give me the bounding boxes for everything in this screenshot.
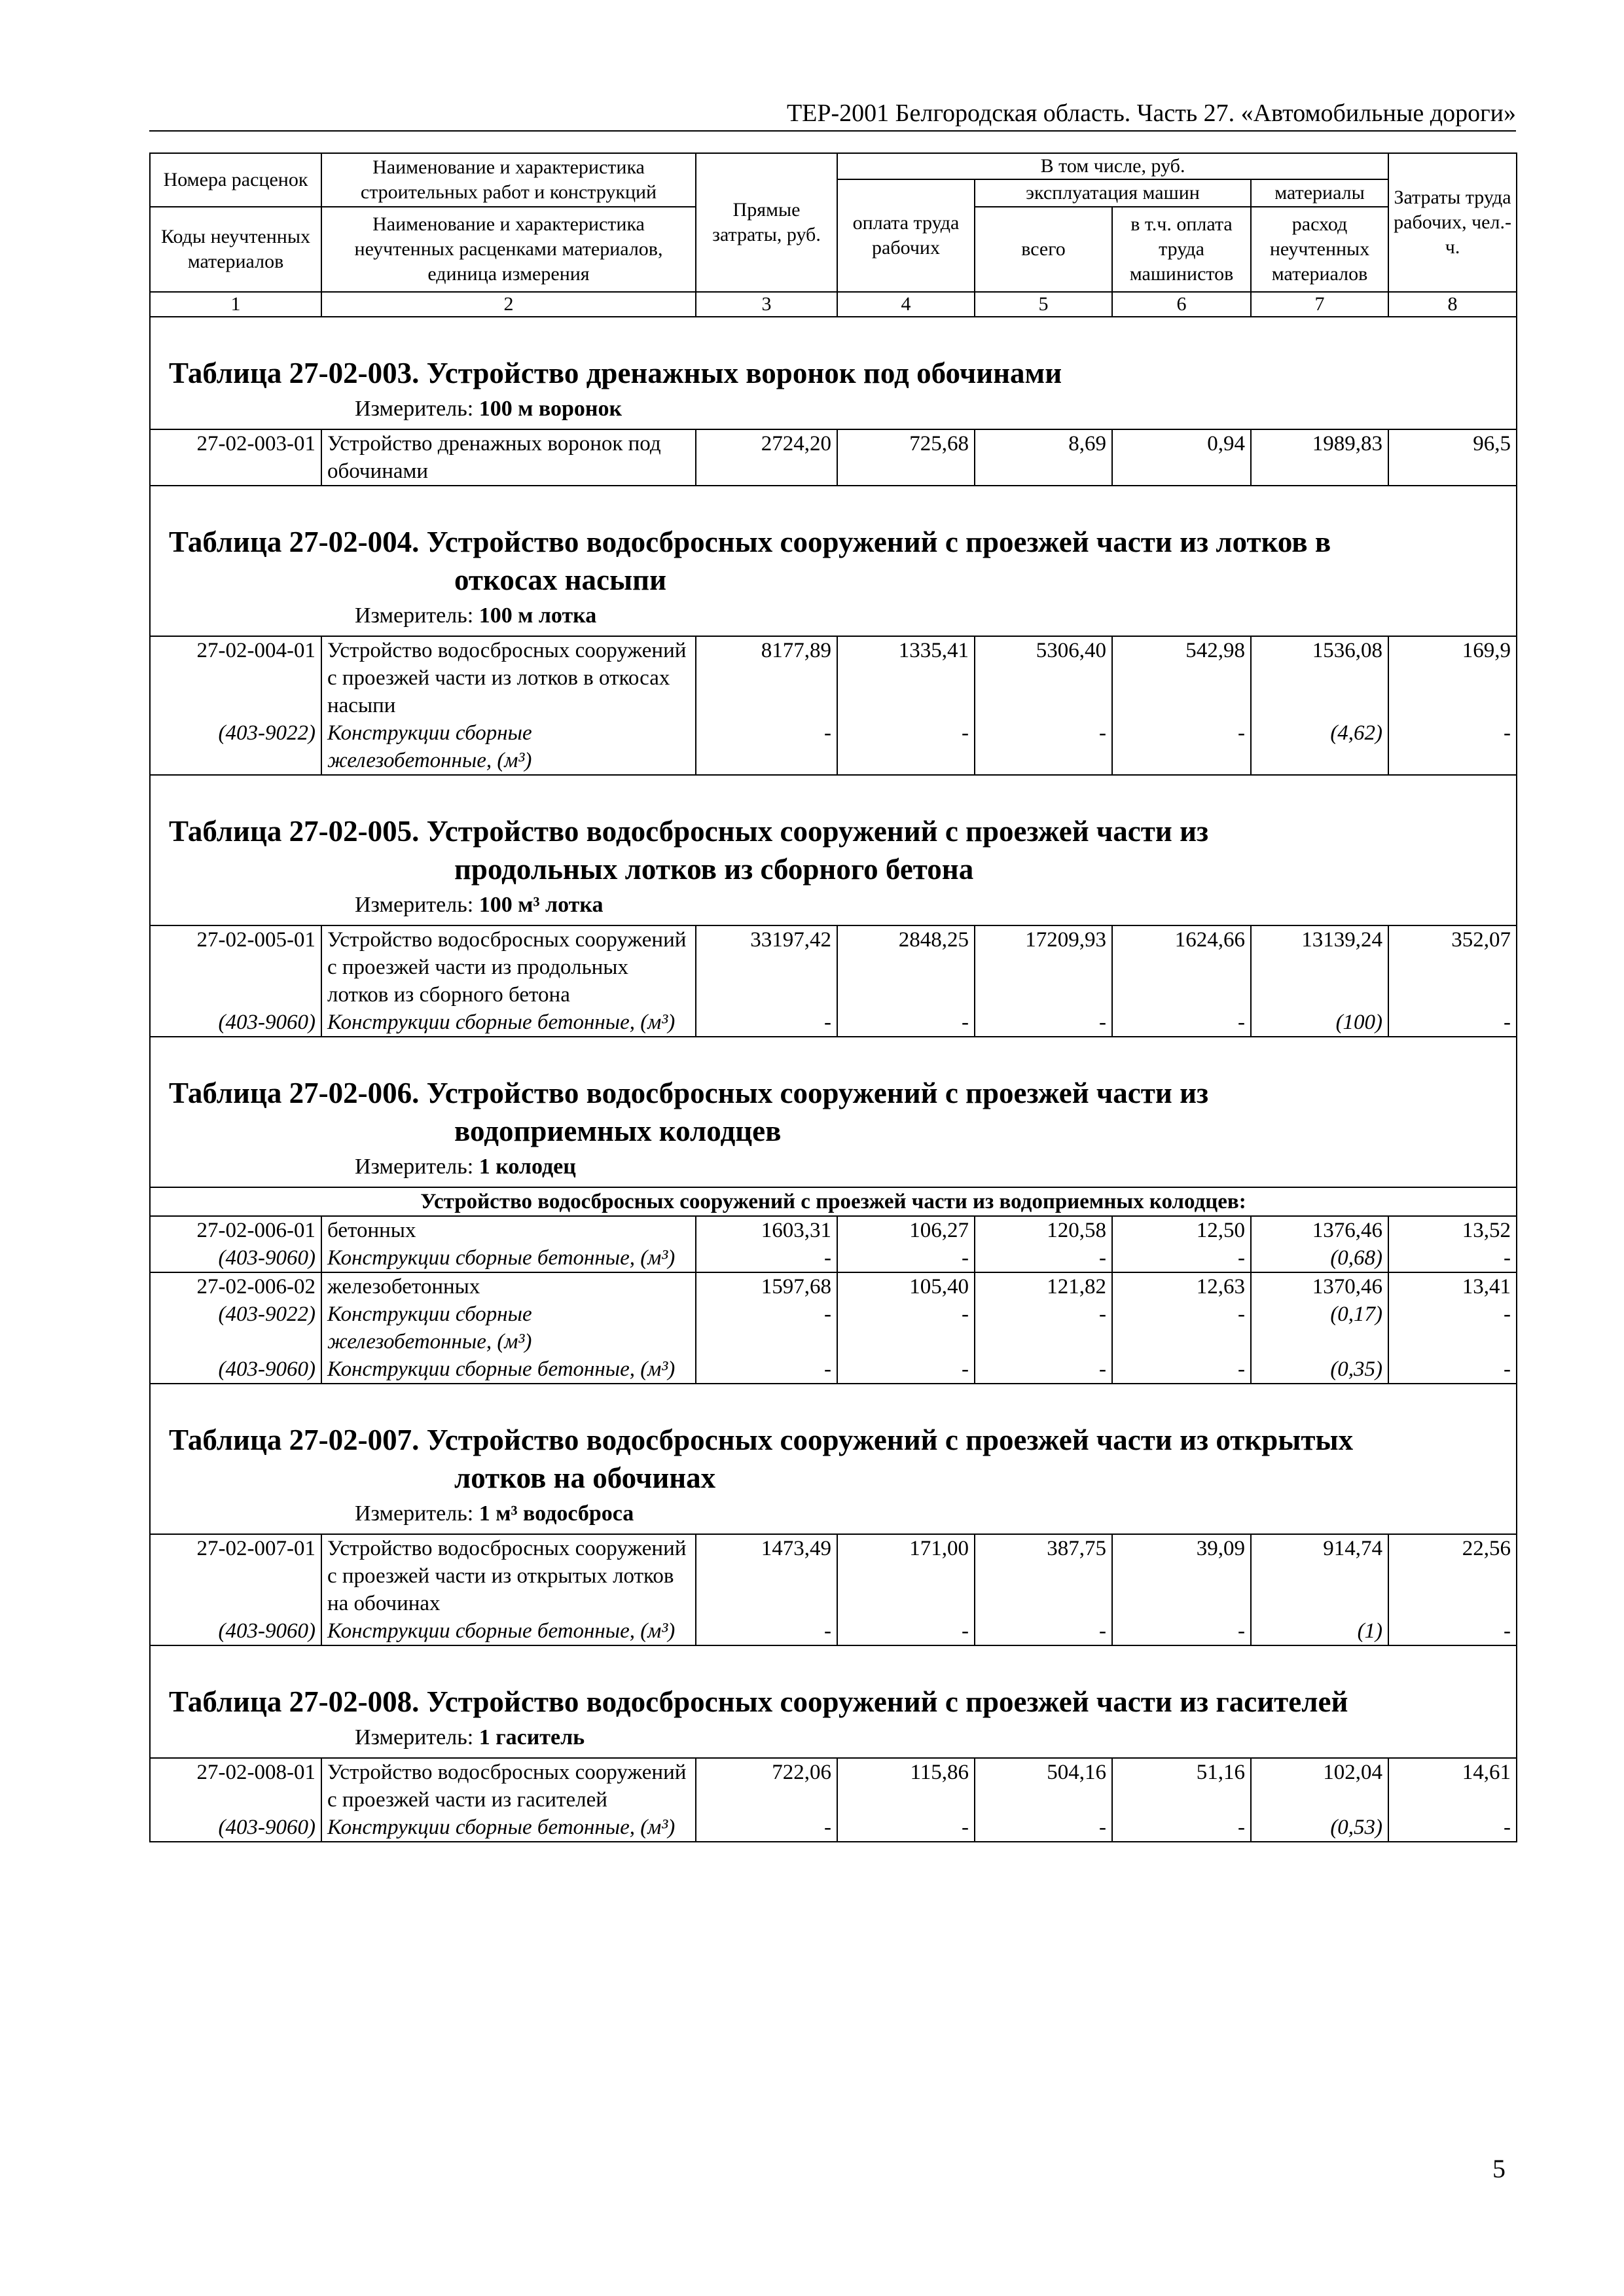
row-value-v3: 33197,42 — [696, 925, 837, 1009]
row-code: 27-02-006-02 — [150, 1272, 321, 1300]
row-value-v6: 12,50 — [1112, 1216, 1251, 1244]
table-title-block — [151, 486, 1516, 636]
row-value-v8: - — [1388, 1009, 1517, 1037]
incl-header: В том числе, руб. — [837, 153, 1388, 179]
page-number: 5 — [1492, 2154, 1506, 2183]
row-value-v6: 542,98 — [1112, 636, 1251, 719]
row-value-v3: 1597,68 — [696, 1272, 837, 1300]
row-name: Конструкции сборные бетонные, (м³) — [321, 1009, 696, 1037]
row-value-v3: - — [696, 1300, 837, 1355]
row-value-v8: 352,07 — [1388, 925, 1517, 1009]
table-title — [169, 1421, 1516, 1497]
row-value-v8: 13,41 — [1388, 1272, 1517, 1300]
material-row — [150, 1355, 1517, 1384]
table-title-text: Таблица 27-02-004. Устройство водосбросных сооружений с проезжей части из лотков в — [169, 526, 1331, 558]
row-value-v3: - — [696, 719, 837, 775]
row-value-v5: - — [975, 1300, 1112, 1355]
row-value-v7: (100) — [1251, 1009, 1388, 1037]
row-value-v4: - — [837, 1355, 975, 1384]
row-name: Конструкции сборные бетонные, (м³) — [321, 1355, 696, 1384]
row-code: 27-02-008-01 — [150, 1758, 321, 1814]
price-table — [149, 152, 1517, 1842]
col1-top-header: Номера расценок — [150, 153, 321, 207]
col1-bottom-header: Коды неучтенных материалов — [150, 207, 321, 292]
table-title-continuation: продольных лотков из сборного бетона — [454, 853, 974, 886]
row-value-v3: 1603,31 — [696, 1216, 837, 1244]
row-name: Конструкции сборные железобетонные, (м³) — [321, 1300, 696, 1355]
row-value-v7: (0,35) — [1251, 1355, 1388, 1384]
rate-row — [150, 1216, 1517, 1244]
row-value-v4: - — [837, 1009, 975, 1037]
group-row — [150, 1187, 1517, 1216]
row-name: железобетонных — [321, 1272, 696, 1300]
row-name: Конструкции сборные бетонные, (м³) — [321, 1617, 696, 1645]
row-value-v6: 51,16 — [1112, 1758, 1251, 1814]
row-value-v4: - — [837, 1814, 975, 1842]
row-value-v6: 39,09 — [1112, 1534, 1251, 1617]
table-measure — [169, 1499, 1516, 1528]
row-value-v7: (1) — [1251, 1617, 1388, 1645]
row-code: 27-02-006-01 — [150, 1216, 321, 1244]
table-title-row — [150, 1645, 1517, 1758]
material-row — [150, 1009, 1517, 1037]
table-title-cell — [150, 775, 1517, 925]
col3-header: Прямые затраты, руб. — [696, 153, 837, 292]
row-value-v6: - — [1112, 1617, 1251, 1645]
row-value-v8: - — [1388, 1355, 1517, 1384]
measure-value: 1 гаситель — [478, 1725, 585, 1749]
col-num-6: 6 — [1112, 292, 1251, 317]
row-value-v3: 8177,89 — [696, 636, 837, 719]
rate-row — [150, 1272, 1517, 1300]
row-value-v7: (4,62) — [1251, 719, 1388, 775]
col5-header: всего — [975, 207, 1112, 292]
table-title-block — [151, 776, 1516, 925]
row-value-v5: - — [975, 1814, 1112, 1842]
row-value-v4: - — [837, 1617, 975, 1645]
row-value-v3: - — [696, 1244, 837, 1272]
row-name: Устройство водосбросных сооружений с проезжей части из продольных лотков из сборного бетона — [321, 925, 696, 1009]
column-number-row — [150, 292, 1517, 317]
row-value-v6: - — [1112, 1300, 1251, 1355]
material-row — [150, 1300, 1517, 1355]
material-row — [150, 1814, 1517, 1842]
rate-row — [150, 1758, 1517, 1814]
row-value-v6: - — [1112, 719, 1251, 775]
header-rule — [149, 130, 1516, 132]
table-title — [169, 523, 1516, 599]
row-value-v7: 1989,83 — [1251, 429, 1388, 486]
col-num-2: 2 — [321, 292, 696, 317]
row-value-v4: 725,68 — [837, 429, 975, 486]
table-title-row — [150, 317, 1517, 429]
row-code: 27-02-007-01 — [150, 1534, 321, 1617]
table-title-row — [150, 1384, 1517, 1534]
row-value-v6: 12,63 — [1112, 1272, 1251, 1300]
row-code: (403-9060) — [150, 1009, 321, 1037]
row-value-v3: 1473,49 — [696, 1534, 837, 1617]
table-title-cell — [150, 486, 1517, 636]
rate-row — [150, 636, 1517, 719]
table-title-cell — [150, 1645, 1517, 1758]
row-name: Устройство водосбросных сооружений с проезжей части из открытых лотков на обочинах — [321, 1534, 696, 1617]
row-name: бетонных — [321, 1216, 696, 1244]
row-value-v6: - — [1112, 1244, 1251, 1272]
row-value-v4: 1335,41 — [837, 636, 975, 719]
row-value-v7: 13139,24 — [1251, 925, 1388, 1009]
row-code: 27-02-004-01 — [150, 636, 321, 719]
row-value-v4: 171,00 — [837, 1534, 975, 1617]
row-value-v8: 13,52 — [1388, 1216, 1517, 1244]
machines-header: эксплуатация машин — [975, 179, 1251, 207]
material-row — [150, 719, 1517, 775]
row-value-v5: 504,16 — [975, 1758, 1112, 1814]
table-title-continuation: лотков на обочинах — [454, 1462, 716, 1494]
row-value-v5: 8,69 — [975, 429, 1112, 486]
table-title-text: Таблица 27-02-008. Устройство водосбросных сооружений с проезжей части из гасителей — [169, 1685, 1348, 1718]
col6-header: в т.ч. оплата труда машинистов — [1112, 207, 1251, 292]
row-value-v8: 14,61 — [1388, 1758, 1517, 1814]
col-num-8: 8 — [1388, 292, 1517, 317]
row-value-v4: - — [837, 719, 975, 775]
row-name: Устройство водосбросных сооружений с проезжей части из лотков в откосах насыпи — [321, 636, 696, 719]
table-title-row — [150, 486, 1517, 636]
col4-header: оплата труда рабочих — [837, 179, 975, 292]
col8-header: Затраты труда рабочих, чел.-ч. — [1388, 153, 1517, 292]
rate-row — [150, 1534, 1517, 1617]
row-value-v6: - — [1112, 1355, 1251, 1384]
col2-top-header: Наименование и характеристика строительных работ и конструкций — [321, 153, 696, 207]
row-value-v7: (0,53) — [1251, 1814, 1388, 1842]
rate-row — [150, 925, 1517, 1009]
measure-label: Измеритель: — [355, 1725, 474, 1749]
measure-label: Измеритель: — [355, 1501, 474, 1526]
group-label: Устройство водосбросных сооружений с проезжей части из водоприемных колодцев: — [150, 1187, 1517, 1216]
row-code: (403-9022) — [150, 1300, 321, 1355]
table-title-text: Таблица 27-02-003. Устройство дренажных воронок под обочинами — [169, 357, 1062, 389]
table-title — [169, 1683, 1516, 1721]
row-name: Устройство дренажных воронок под обочинами — [321, 429, 696, 486]
row-value-v4: - — [837, 1244, 975, 1272]
row-value-v3: 2724,20 — [696, 429, 837, 486]
row-value-v7: (0,68) — [1251, 1244, 1388, 1272]
col2-bottom-header: Наименование и характеристика неучтенных расценками материалов, единица измерения — [321, 207, 696, 292]
row-value-v3: 722,06 — [696, 1758, 837, 1814]
material-row — [150, 1244, 1517, 1272]
row-value-v6: - — [1112, 1814, 1251, 1842]
table-title-block — [151, 1646, 1516, 1757]
row-value-v8: 169,9 — [1388, 636, 1517, 719]
table-measure — [169, 601, 1516, 630]
row-value-v4: 115,86 — [837, 1758, 975, 1814]
row-value-v5: - — [975, 1617, 1112, 1645]
col-num-4: 4 — [837, 292, 975, 317]
table-title-continuation: откосах насыпи — [454, 564, 667, 596]
col-num-7: 7 — [1251, 292, 1388, 317]
row-value-v8: 96,5 — [1388, 429, 1517, 486]
measure-value: 1 колодец — [478, 1155, 576, 1179]
table-title-continuation: водоприемных колодцев — [454, 1115, 782, 1147]
material-row — [150, 1617, 1517, 1645]
row-code: 27-02-003-01 — [150, 429, 321, 486]
row-name: Устройство водосбросных сооружений с проезжей части из гасителей — [321, 1758, 696, 1814]
table-title-text: Таблица 27-02-007. Устройство водосбросных сооружений с проезжей части из открытых — [169, 1424, 1354, 1456]
row-value-v5: 120,58 — [975, 1216, 1112, 1244]
header-row-1 — [150, 153, 1517, 179]
row-value-v3: - — [696, 1009, 837, 1037]
col7-header: расход неучтенных материалов — [1251, 207, 1388, 292]
measure-label: Измеритель: — [355, 1155, 474, 1179]
row-code: 27-02-005-01 — [150, 925, 321, 1009]
row-code: (403-9022) — [150, 719, 321, 775]
row-value-v5: - — [975, 1355, 1112, 1384]
row-value-v5: - — [975, 719, 1112, 775]
row-value-v7: 1536,08 — [1251, 636, 1388, 719]
row-code: (403-9060) — [150, 1617, 321, 1645]
row-value-v4: 105,40 — [837, 1272, 975, 1300]
row-value-v5: 17209,93 — [975, 925, 1112, 1009]
row-value-v3: - — [696, 1355, 837, 1384]
row-value-v7: 1370,46 — [1251, 1272, 1388, 1300]
materials-header: материалы — [1251, 179, 1388, 207]
row-value-v5: - — [975, 1244, 1112, 1272]
row-code: (403-9060) — [150, 1244, 321, 1272]
row-name: Конструкции сборные бетонные, (м³) — [321, 1814, 696, 1842]
measure-label: Измеритель: — [355, 893, 474, 917]
row-value-v4: 106,27 — [837, 1216, 975, 1244]
measure-value: 100 м воронок — [478, 397, 623, 421]
row-name: Конструкции сборные железобетонные, (м³) — [321, 719, 696, 775]
row-value-v5: 5306,40 — [975, 636, 1112, 719]
table-title — [169, 354, 1516, 392]
col-num-3: 3 — [696, 292, 837, 317]
row-value-v3: - — [696, 1617, 837, 1645]
table-title-block — [151, 317, 1516, 429]
row-value-v6: 0,94 — [1112, 429, 1251, 486]
rate-row — [150, 429, 1517, 486]
row-value-v7: 914,74 — [1251, 1534, 1388, 1617]
table-title-text: Таблица 27-02-006. Устройство водосбросных сооружений с проезжей части из — [169, 1077, 1209, 1109]
table-title — [169, 1074, 1516, 1150]
row-value-v5: 121,82 — [975, 1272, 1112, 1300]
table-title-cell — [150, 1037, 1517, 1187]
row-value-v8: - — [1388, 1300, 1517, 1355]
col-num-1: 1 — [150, 292, 321, 317]
row-code: (403-9060) — [150, 1814, 321, 1842]
row-value-v4: 2848,25 — [837, 925, 975, 1009]
table-measure — [169, 395, 1516, 423]
row-code: (403-9060) — [150, 1355, 321, 1384]
table-title-row — [150, 1037, 1517, 1187]
table-measure — [169, 891, 1516, 920]
table-title-row — [150, 775, 1517, 925]
row-value-v7: 102,04 — [1251, 1758, 1388, 1814]
row-value-v4: - — [837, 1300, 975, 1355]
table-title-block — [151, 1384, 1516, 1534]
row-value-v6: - — [1112, 1009, 1251, 1037]
row-value-v8: - — [1388, 1617, 1517, 1645]
row-value-v5: 387,75 — [975, 1534, 1112, 1617]
row-value-v3: - — [696, 1814, 837, 1842]
row-name: Конструкции сборные бетонные, (м³) — [321, 1244, 696, 1272]
table-title-block — [151, 1037, 1516, 1187]
row-value-v7: 1376,46 — [1251, 1216, 1388, 1244]
measure-value: 100 м³ лотка — [478, 893, 604, 917]
row-value-v7: (0,17) — [1251, 1300, 1388, 1355]
table-title-cell — [150, 317, 1517, 429]
table-title-cell — [150, 1384, 1517, 1534]
measure-value: 1 м³ водосброса — [478, 1501, 634, 1526]
measure-label: Измеритель: — [355, 603, 474, 628]
table-measure — [169, 1153, 1516, 1181]
table-title-text: Таблица 27-02-005. Устройство водосбросных сооружений с проезжей части из — [169, 815, 1209, 848]
measure-label: Измеритель: — [355, 397, 474, 421]
row-value-v8: - — [1388, 1814, 1517, 1842]
col-num-5: 5 — [975, 292, 1112, 317]
table-measure — [169, 1723, 1516, 1752]
running-header: ТЕР-2001 Белгородская область. Часть 27. «Автомобильные дороги» — [786, 99, 1516, 127]
row-value-v8: - — [1388, 719, 1517, 775]
row-value-v8: - — [1388, 1244, 1517, 1272]
row-value-v5: - — [975, 1009, 1112, 1037]
measure-value: 100 м лотка — [478, 603, 597, 628]
row-value-v6: 1624,66 — [1112, 925, 1251, 1009]
table-title — [169, 812, 1516, 888]
row-value-v8: 22,56 — [1388, 1534, 1517, 1617]
